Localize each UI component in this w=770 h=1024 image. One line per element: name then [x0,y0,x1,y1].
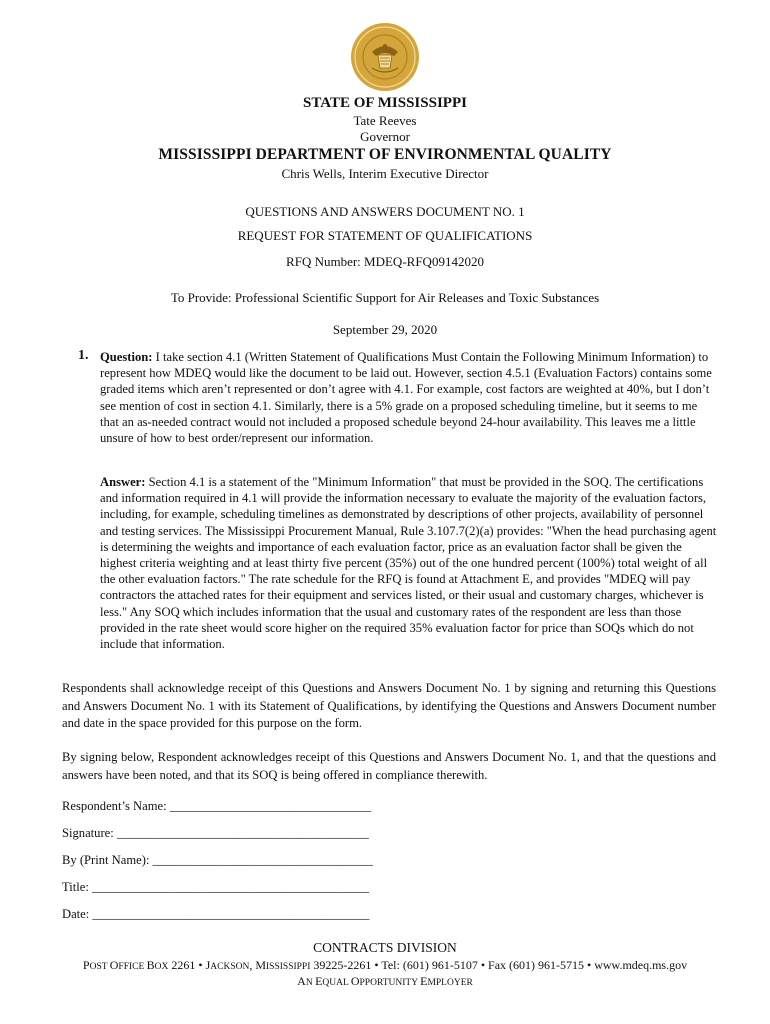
respondent-name-field[interactable]: Respondent’s Name: ________________________________ [62,799,372,813]
answer-text: Section 4.1 is a statement of the "Minimum Information" that must be provided in the SOQ. The certifications and information required in 4.1 will provide the information necessary to evaluate the majority of the evaluation factors, including, for example, scheduling timelines as demonstrated by descriptions of other projects, availability of personnel and testing services. The Mississippi Procurement Manual, Rule 3.107.7(2)(a) provides: "When the head purchasing agent is determining the weights and importance of each evaluation factor, price as an evaluation factor shall be given the highest criteria weighting and at least thirty five percent (35%) out of the one hundred percent (100%) total weight of all the other evaluation factors." The rate schedule for the RFQ is found at Attachment E, and provides "MDEQ will pay contractors the attached rates for their equipment and services listed, or their usual and customary charges, whichever is less." Any SOQ which includes information that the usual and customary rates of the respondent are less than those provided in the rate sheet would score higher on the required 35% evaluation factor for price than SOQs which do not include that information. [100,475,717,652]
state-heading: STATE OF MISSISSIPPI [303,95,467,111]
governor-title: Governor [360,129,410,144]
document-subtitle: REQUEST FOR STATEMENT OF QUALIFICATIONS [237,228,533,243]
to-provide-line: To Provide: Professional Scientific Support for Air Releases and Toxic Substances [170,290,600,305]
question-block [100,349,718,446]
date-field[interactable]: Date: ____________________________________________ [62,907,370,921]
signature-field[interactable]: Signature: ________________________________________ [62,826,369,840]
state-seal-icon [350,22,420,92]
document-title: QUESTIONS AND ANSWERS DOCUMENT NO. 1 [245,204,525,219]
equal-opportunity-line: AN EQUAL OPPORTUNITY EMPLOYER [297,974,473,988]
title-field[interactable]: Title: ____________________________________________ [62,880,370,894]
contracts-division: CONTRACTS DIVISION [313,940,457,955]
answer-block [100,474,718,652]
print-name-field[interactable]: By (Print Name): ___________________________________ [62,853,373,867]
question-number: 1. [78,348,89,363]
question-text: I take section 4.1 (Written Statement of Qualifications Must Contain the Following Minimum Information) to represent how MDEQ would like the document to be laid out. However, section 4.5.1 (Evaluation Factors) contains some graded items which aren’t represented or don’t agree with 4.1. For example, cost factors are weighted at 40%, but I don’t see mention of cost in section 4.1. Similarly, there is a 5% grade on a proposed scheduling timeline, but it seems to me that an as-needed contract would not included a proposed schedule beyond 24-hour availability. This leaves me a little unsure of how to best order/represent our information. [100,350,712,446]
answer-label: Answer: [100,475,146,489]
governor-name: Tate Reeves [353,113,417,128]
question-label: Question: [100,350,153,364]
footer-address: POST OFFICE BOX 2261 • JACKSON, MISSISSIPPI 39225-2261 • Tel: (601) 961-5107 • Fax (601) 961-5715 • www.mdeq.ms.gov [82,958,688,972]
director-line: Chris Wells, Interim Executive Director [281,166,489,181]
document-date: September 29, 2020 [332,322,438,337]
acknowledgement-paragraph: Respondents shall acknowledge receipt of this Questions and Answers Document No. 1 by signing and returning this Questions and Answers Document No. 1 with its Statement of Qualifications, by identifying the Questions and Answers Document number and date in the space provided for this purpose on the form. [62,681,716,730]
rfq-number: RFQ Number: MDEQ-RFQ09142020 [286,254,484,269]
department-heading: MISSISSIPPI DEPARTMENT OF ENVIRONMENTAL QUALITY [158,146,612,163]
signing-paragraph: By signing below, Respondent acknowledges receipt of this Questions and Answers Document No. 1, and that the questions and answers have been noted, and that its SOQ is being offered in compliance therewith. [62,750,716,782]
